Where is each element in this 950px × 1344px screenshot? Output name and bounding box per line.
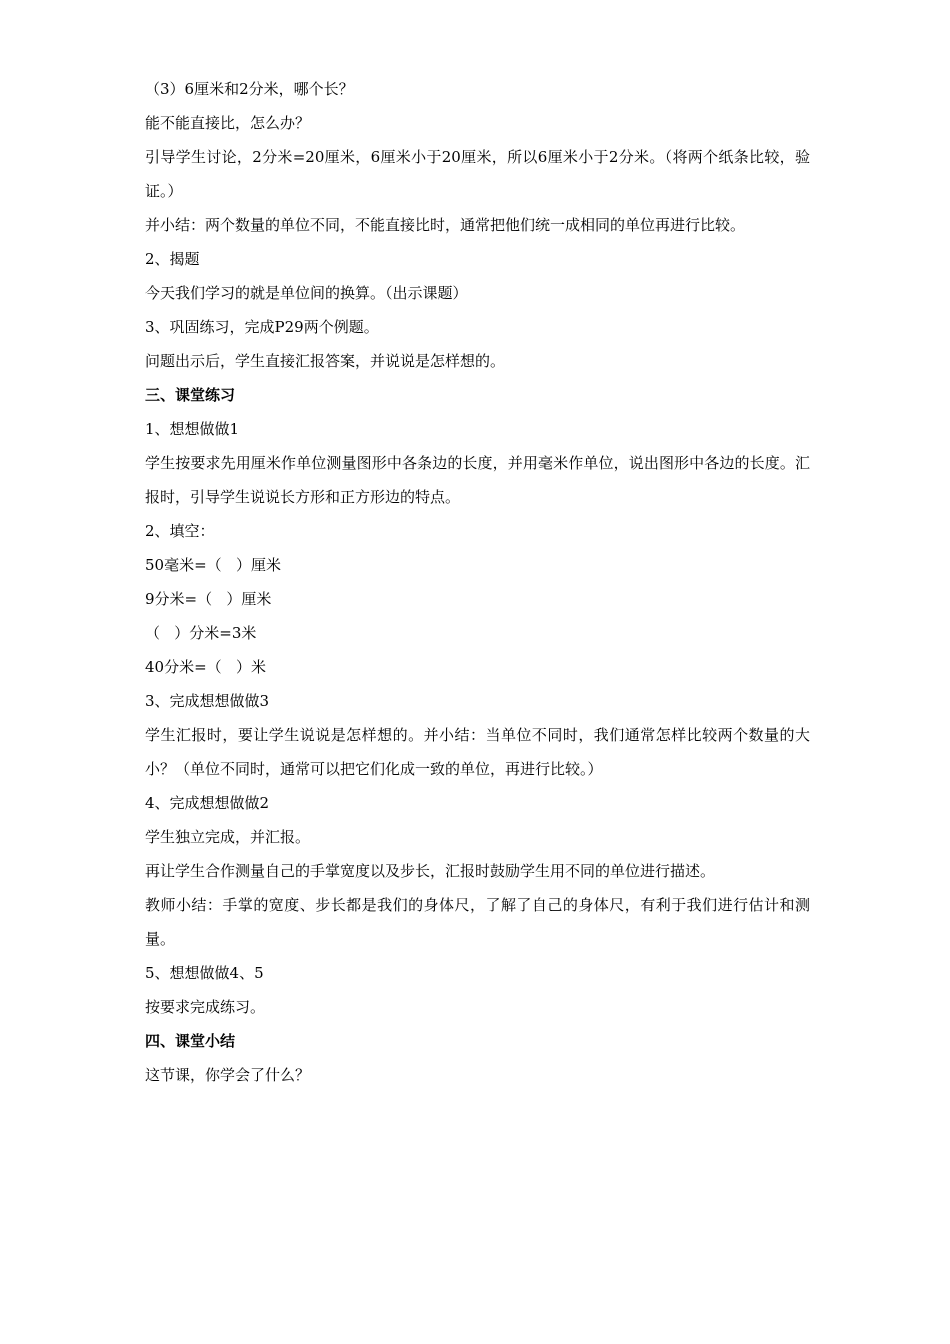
document-body [145, 72, 810, 1092]
text-line: 2、填空： [145, 522, 215, 540]
text-line: 2、揭题 [145, 250, 200, 268]
text-line: （3）6厘米和2分米，哪个长？ [145, 80, 354, 98]
fill-blank-item: 50毫米=（ ）厘米 [145, 556, 281, 574]
text-line: 按要求完成练习。 [145, 998, 266, 1016]
text-line: 1、想想做做1 [145, 420, 240, 438]
section-heading: 三、课堂练习 [145, 386, 236, 404]
text-line: 4、完成想想做做2 [145, 794, 270, 812]
paragraph: 教师小结：手掌的宽度、步长都是我们的身体尺，了解了自己的身体尺，有利于我们进行估计和测量。 [145, 896, 810, 948]
section-heading: 四、课堂小结 [145, 1032, 236, 1050]
text-line: 3、巩固练习，完成P29两个例题。 [145, 318, 379, 336]
text-line: 5、想想做做4、5 [145, 964, 264, 982]
text-line: 能不能直接比，怎么办？ [145, 114, 311, 132]
paragraph: 学生汇报时，要让学生说说是怎样想的。并小结：当单位不同时，我们通常怎样比较两个数量的大小？（单位不同时，通常可以把它们化成一致的单位，再进行比较。） [145, 726, 810, 778]
text-line: 问题出示后，学生直接汇报答案，并说说是怎样想的。 [145, 352, 506, 370]
text-line: 学生独立完成，并汇报。 [145, 828, 311, 846]
text-line: 这节课，你学会了什么？ [145, 1066, 311, 1084]
text-line: 并小结：两个数量的单位不同，不能直接比时，通常把他们统一成相同的单位再进行比较。 [145, 216, 746, 234]
paragraph: 引导学生讨论，2分米=20厘米，6厘米小于20厘米，所以6厘米小于2分米。（将两个纸条比较，验证。） [145, 148, 810, 200]
fill-blank-item: 40分米=（ ）米 [145, 658, 266, 676]
paragraph: 学生按要求先用厘米作单位测量图形中各条边的长度，并用毫米作单位，说出图形中各边的长度。汇报时，引导学生说说长方形和正方形边的特点。 [145, 454, 810, 506]
text-line: 3、完成想想做做3 [145, 692, 270, 710]
text-line: 今天我们学习的就是单位间的换算。（出示课题） [145, 284, 468, 302]
text-line: 再让学生合作测量自己的手掌宽度以及步长，汇报时鼓励学生用不同的单位进行描述。 [145, 862, 716, 880]
fill-blank-item: （ ）分米=3米 [145, 624, 257, 642]
fill-blank-item: 9分米=（ ）厘米 [145, 590, 272, 608]
